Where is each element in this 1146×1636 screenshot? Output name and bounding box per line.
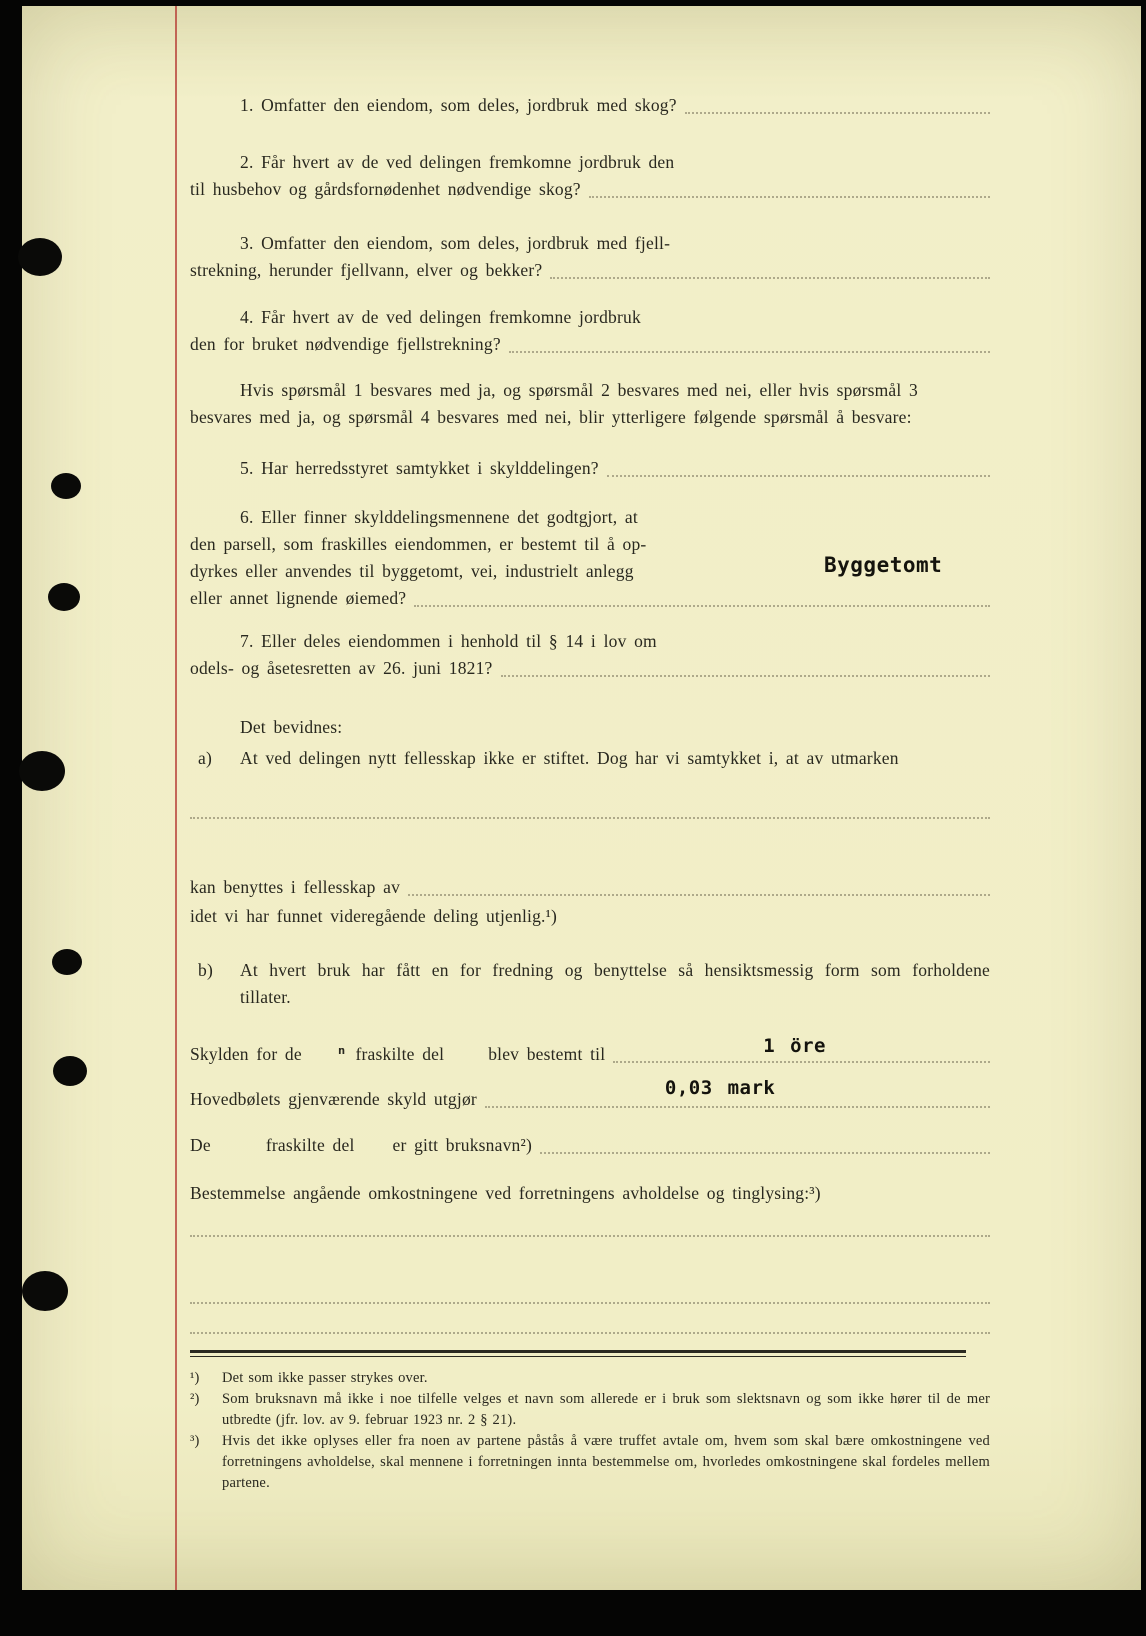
question-6-line4: eller annet lignende øiemed? <box>190 588 407 608</box>
footnote-3 <box>190 1431 990 1494</box>
footnote-separator-rule <box>190 1350 966 1357</box>
conditional-instruction <box>190 377 990 431</box>
question-6-line3: dyrkes eller anvendes til byggetomt, vei, industrielt anlegg <box>190 561 634 581</box>
question-2-line2: til husbehov og gårdsfornødenhet nødvendige skog? <box>190 179 581 199</box>
answer-line <box>501 675 990 677</box>
hole-punch <box>22 1271 68 1311</box>
question-2-line2-row <box>190 176 990 203</box>
bestemmelse-text: Bestemmelse angående omkostningene ved forretningens avholdelse og tinglysing:³) <box>190 1183 821 1203</box>
blank-answer-line <box>190 817 990 819</box>
question-7-line2-row <box>190 655 990 682</box>
hole-punch <box>48 583 80 611</box>
blank-answer-line <box>190 1235 990 1237</box>
answer-line <box>613 1035 990 1063</box>
question-3 <box>190 230 990 284</box>
question-4-line2: den for bruket nødvendige fjellstrekning? <box>190 334 501 354</box>
typed-answer-1-ore: 1 öre <box>763 1035 826 1057</box>
answer-line <box>685 112 990 114</box>
answer-line <box>607 475 990 477</box>
typed-answer-byggetomt: Byggetomt <box>824 553 943 577</box>
attestation-heading: Det bevidnes: <box>240 717 343 737</box>
bruksnavn-part2: fraskilte del <box>265 1135 355 1155</box>
question-6-line4-row <box>190 585 990 612</box>
question-2 <box>190 149 990 203</box>
hole-punch <box>53 1056 87 1086</box>
blank-answer-line <box>190 1302 990 1304</box>
answer-line <box>509 351 990 353</box>
question-3-line1: 3. Omfatter den eiendom, som deles, jordbruk med fjell- <box>240 233 671 253</box>
skyld-hovedbol-row <box>190 1077 990 1113</box>
bruksnavn-row <box>190 1132 990 1159</box>
attestation-item-b <box>190 957 990 1011</box>
footnote-1 <box>190 1368 990 1389</box>
hole-punch <box>19 751 65 791</box>
skyld-part1: Skylden for de <box>190 1044 302 1064</box>
hovedbol-label: Hovedbølets gjenværende skyld utgjør <box>190 1089 477 1109</box>
footnotes <box>190 1368 990 1494</box>
footnote-2-text: Som bruksnavn må ikke i noe tilfelle velges et navn som allerede er i bruk som slektsnavn og som ikke hører til de mer utbredte (jfr. lov. av 9. februar 1923 nr. 2 § 21). <box>222 1391 990 1428</box>
question-7-line2: odels- og åsetesretten av 26. juni 1821? <box>190 658 493 678</box>
question-2-line1: 2. Får hvert av de ved delingen fremkomne jordbruk den <box>240 152 675 172</box>
bruksnavn-part1: De <box>190 1135 211 1155</box>
question-7-line1: 7. Eller deles eiendommen i henhold til § 14 i lov om <box>240 631 657 651</box>
paper-sheet <box>22 6 1141 1590</box>
answer-line <box>408 894 990 896</box>
item-a-text: At ved delingen nytt fellesskap ikke er stiftet. Dog har vi samtykket i, at av utmarken <box>240 748 899 768</box>
item-a-marker: a) <box>198 748 212 768</box>
instruction-line2: besvares med ja, og spørsmål 4 besvares med nei, blir ytterligere følgende spørsmål å besvare: <box>190 407 912 427</box>
skyld-superscript-n: ⁿ <box>335 1043 348 1065</box>
question-6 <box>190 504 990 612</box>
bruksnavn-part3: er gitt bruksnavn²) <box>392 1135 532 1155</box>
fellesskap-text: kan benyttes i fellesskap av <box>190 877 401 897</box>
question-3-line2-row <box>190 257 990 284</box>
answer-line <box>414 605 990 607</box>
skyld-part2: fraskilte del <box>355 1044 445 1064</box>
footnote-2-marker: ²) <box>190 1391 200 1407</box>
fellesskap-row <box>190 874 990 901</box>
question-3-line2: strekning, herunder fjellvann, elver og bekker? <box>190 260 543 280</box>
skyld-fraskilt-row <box>190 1035 990 1068</box>
question-4-line1: 4. Får hvert av de ved delingen fremkomne jordbruk <box>240 307 641 327</box>
answer-line <box>550 277 990 279</box>
hole-punch <box>52 949 82 975</box>
question-6-line1: 6. Eller finner skylddelingsmennene det godtgjort, at <box>240 507 638 527</box>
hole-punch <box>51 473 81 499</box>
skyld-part3: blev bestemt til <box>488 1044 606 1064</box>
question-7 <box>190 628 990 682</box>
item-b-text: At hvert bruk har fått en for fredning og benyttelse så hensiktsmessig form som forholdene tillater. <box>240 960 990 1007</box>
question-6-line2: den parsell, som fraskilles eiendommen, er bestemt til å op- <box>190 534 647 554</box>
question-1-text: 1. Omfatter den eiendom, som deles, jordbruk med skog? <box>240 95 677 115</box>
item-b-marker: b) <box>198 960 213 980</box>
footnote-1-marker: ¹) <box>190 1370 200 1386</box>
question-5-text: 5. Har herredsstyret samtykket i skylddelingen? <box>240 458 599 478</box>
answer-line <box>589 196 990 198</box>
red-margin-line <box>175 6 177 1590</box>
attestation-item-a <box>190 745 990 772</box>
instruction-line1: Hvis spørsmål 1 besvares med ja, og spørsmål 2 besvares med nei, eller hvis spørsmål 3 <box>240 380 918 400</box>
question-5 <box>190 455 990 482</box>
form-content <box>190 6 990 1494</box>
footnote-1-text: Det som ikke passer strykes over. <box>222 1370 428 1386</box>
footnote-3-text: Hvis det ikke oplyses eller fra noen av partene påstås å være truffet avtale om, hvem som skal bære omkostningene ved forretningens avholdelse, skal mennene i forretningen innta bestemmelse om, hvorledes omkostningene skal fordeles mellem partene. <box>222 1433 990 1491</box>
footnote-3-marker: ³) <box>190 1433 200 1449</box>
answer-line <box>485 1077 990 1108</box>
question-4-line2-row <box>190 331 990 358</box>
answer-line <box>540 1152 990 1154</box>
question-1 <box>190 92 990 119</box>
hole-punch <box>18 238 62 276</box>
blank-answer-line <box>190 1332 990 1334</box>
utjenlig-text: idet vi har funnet videregående deling utjenlig.¹) <box>190 906 558 926</box>
question-4 <box>190 304 990 358</box>
footnote-2 <box>190 1389 990 1431</box>
typed-answer-003-mark: 0,03 mark <box>664 1077 776 1099</box>
